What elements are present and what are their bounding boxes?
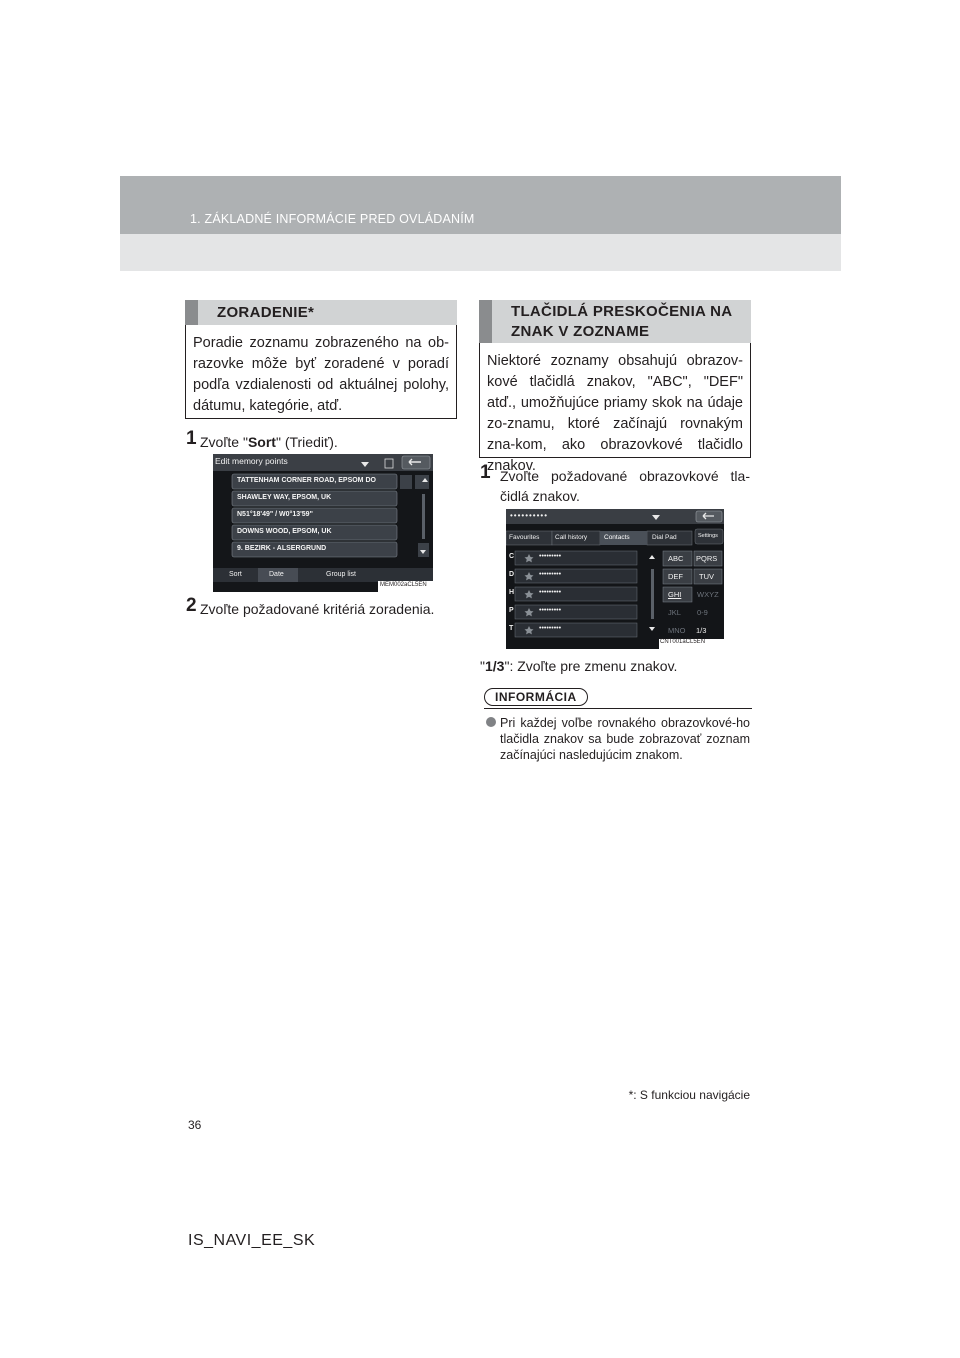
page-toggle-button[interactable]: 1/3 — [696, 626, 707, 635]
tab-favourites[interactable]: Favourites — [509, 534, 540, 541]
page-note: "1/3": Zvoľte pre zmenu znakov. — [480, 658, 678, 674]
key-ghi[interactable]: GHI — [668, 590, 682, 599]
section-heading-jump: TLAČIDLÁ PRESKOČENIA NA ZNAK V ZOZNAME — [479, 300, 751, 343]
group-list-tab[interactable]: Group list — [326, 571, 356, 578]
screen-title: Edit memory points — [215, 456, 288, 466]
contact-entry[interactable]: ••••••••• — [539, 625, 562, 632]
sort-intro: Poradie zoznamu zobrazeného na ob-razovke môže byť zoradené v poradí podľa vzdialenosti od aktuálnej polohy, dátumu, kategórie, atď. — [185, 325, 457, 419]
key-mno[interactable]: MNO — [668, 626, 686, 635]
list-item[interactable]: DOWNS WOOD, EPSOM, UK — [237, 528, 332, 535]
index-letter: H — [509, 589, 515, 596]
contact-entry[interactable]: ••••••••• — [539, 553, 562, 560]
list-item[interactable]: TATTENHAM CORNER ROAD, EPSOM DO — [237, 477, 376, 484]
key-pqrs[interactable]: PQRS — [696, 554, 718, 563]
list-item[interactable]: N51°18'49" / W0°13'59" — [237, 511, 313, 518]
jump-intro: Niektoré zoznamy obsahujú obrazov-kové tlačidlá znakov, "ABC", "DEF" atď., umožňujúce priamy skok na údaje zo-znamu, ktoré začínajú rovnakým zna-kom, ako obrazovkové tlačidlo znakov. — [479, 343, 751, 458]
info-label: INFORMÁCIA — [484, 688, 588, 706]
contact-entry[interactable]: ••••••••• — [539, 607, 562, 614]
sort-tab[interactable]: Sort — [229, 571, 242, 578]
tab-contacts[interactable]: Contacts — [604, 534, 630, 541]
section-heading-sort: ZORADENIE* — [185, 300, 457, 325]
key-abc[interactable]: ABC — [668, 554, 684, 563]
screenshot-code: MEM002aCL5EN — [380, 582, 427, 588]
settings-button[interactable]: Settings — [698, 533, 718, 539]
key-0-9[interactable]: 0-9 — [697, 608, 708, 617]
index-letter: C — [509, 553, 515, 560]
key-tuv[interactable]: TUV — [699, 572, 714, 581]
bullet-icon — [486, 717, 496, 727]
key-wxyz[interactable]: WXYZ — [697, 590, 719, 599]
memory-points-screen-graphic — [213, 454, 433, 592]
jump-step-1: 1 Zvoľte požadované obrazovkové tla-čidlá znakov. — [480, 462, 750, 504]
page-key-label: 1/3 — [484, 658, 505, 674]
header-strip — [120, 176, 841, 234]
edit-memory-points-screenshot — [213, 454, 433, 592]
screenshot-code: CNT001aCL5EN — [660, 639, 706, 645]
info-divider — [484, 708, 752, 709]
index-letter: P — [509, 607, 514, 614]
screen-title: •••••••••• — [510, 511, 549, 520]
index-letter: D — [509, 571, 515, 578]
footnote: *: S funkciou navigácie — [628, 1088, 750, 1102]
contacts-screenshot — [506, 509, 724, 649]
document-id: IS_NAVI_EE_SK — [188, 1232, 316, 1249]
page-header — [120, 176, 841, 271]
info-bullet: Pri každej voľbe rovnakého obrazovkové-ho tlačidla znakov sa bude zobrazovať zoznam začínajúci nasledujúcim znakom. — [486, 715, 750, 763]
key-def[interactable]: DEF — [668, 572, 683, 581]
contact-entry[interactable]: ••••••••• — [539, 571, 562, 578]
date-tab[interactable]: Date — [269, 571, 284, 578]
list-item[interactable]: SHAWLEY WAY, EPSOM, UK — [237, 494, 332, 501]
sort-key-label: Sort — [247, 434, 276, 450]
tab-call-history[interactable]: Call history — [555, 534, 588, 541]
contact-entry[interactable]: ••••••••• — [539, 589, 562, 596]
key-jkl[interactable]: JKL — [668, 608, 681, 617]
page-number: 36 — [188, 1118, 202, 1132]
chapter-title: 1. ZÁKLADNÉ INFORMÁCIE PRED OVLÁDANÍM — [190, 212, 475, 226]
tab-dial-pad[interactable]: Dial Pad — [652, 534, 677, 541]
sort-step-2: 2 Zvoľte požadované kritériá zoradenia. — [186, 595, 435, 617]
index-letter: T — [509, 625, 514, 632]
sort-step-1: 1 Zvoľte "Sort" (Triediť). — [186, 428, 338, 450]
list-item[interactable]: 9. BEZIRK - ALSERGRUND — [237, 545, 327, 552]
